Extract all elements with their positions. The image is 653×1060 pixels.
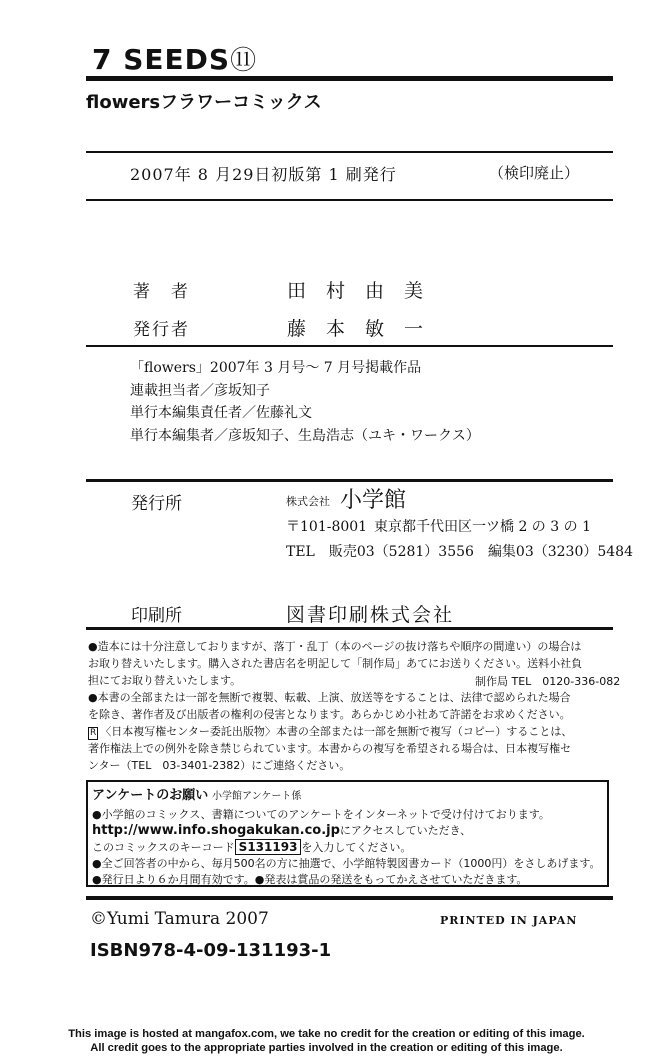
notice-line: を除き、著作者及び出版者の権利の侵害となります。あらかじめ小社あて許諾をお求めください。 [88,708,571,721]
divider-6 [86,896,613,900]
notice-line: ●造本には十分注意しておりますが、落丁・乱丁（本のページの抜け落ちや順序の間違い）の場合は [88,640,582,653]
survey-line: ●発行日より６か月間有効です。●発表は賞品の発送をもってかえさせていただきます。 [92,873,528,886]
survey-line: ●小学館のコミックス、書籍についてのアンケートをインターネットで受け付けております。 [92,808,550,821]
credit-line: 「flowers」2007年 3 月号～ 7 月号掲載作品 [130,360,422,376]
divider-3 [86,345,613,347]
notice-line [88,723,572,740]
publisher-role: 発行者 [133,320,190,340]
isbn: ISBN978-4-09-131193-1 [90,940,332,961]
notice-line: お取り替えいたします。購入された書店名を明記して「制作局」あてにお送りください。送料小社負 [88,657,583,670]
key-code: S131193 [235,839,302,855]
survey-line [92,839,411,855]
author-role: 著 者 [133,282,190,302]
divider-top [86,76,613,81]
book-title [92,40,257,77]
production-tel: 制作局 TEL 0120-336-082 [475,675,621,688]
key-code-prefix: このコミックスのキーコード [92,841,235,854]
divider-1 [86,151,613,153]
divider-2 [86,199,613,201]
notice-line: ンター（TEL 03-3401-2382）にご連絡ください。 [88,759,351,772]
divider-5 [86,627,613,630]
divider-4 [86,479,613,482]
survey-dept: 小学館アンケート係 [212,791,302,802]
survey-line: ●全ご回答者の中から、毎月500名の方に抽選で、小学館特製図書カード（1000円）をさしあげます。 [92,857,601,870]
credit-line: 単行本編集責任者／佐藤礼文 [130,405,312,421]
credit-line: 単行本編集者／彦坂知子、生島浩志（ユキ・ワークス） [130,428,480,444]
publication-date: 2007年 8 月29日初版第 1 刷発行 [130,165,397,184]
notice-line: 担にてお取り替えいたします。 [88,674,242,687]
survey-url-suffix: にアクセスしていただき、 [339,824,472,837]
printer-name: 図書印刷株式会社 [286,604,455,626]
seal-note: （検印廃止） [489,164,580,182]
survey-title: アンケートのお願い [92,788,209,803]
survey-url: http://www.info.shogakukan.co.jp [92,823,340,838]
printer-label: 印刷所 [131,606,182,626]
survey-line [92,822,471,838]
publisher-label: 発行所 [131,494,182,514]
notice-line: ●本書の全部または一部を無断で複製、転載、上演、放送等をすることは、法律で認められた場合 [88,691,571,704]
postal-code: 〒101-8001 [286,519,368,535]
telephone-numbers: TEL 販売03（5281）3556 編集03（3230）5484 [286,544,633,560]
address: 東京都千代田区一ツ橋 2 の 3 の 1 [374,519,591,535]
copyright: ©Yumi Tamura 2007 [90,909,269,929]
key-code-suffix: を入力してください。 [301,841,412,854]
notice-line: 著作権法上での例外を除き禁じられています。本書からの複写を希望される場合は、日本複写権セ [88,742,572,755]
author-name: 田村由美 [287,280,444,302]
credit-line: 連載担当者／彦坂知子 [130,383,270,399]
host-notice-line: All credit goes to the appropriate parties involved in the creation or editing of this image. [90,1042,563,1054]
series-label: flowersフラワーコミックス [86,92,322,113]
title-text: 7 SEEDS [92,43,231,76]
printed-in-japan: PRINTED IN JAPAN [440,914,578,927]
publisher-person-name: 藤本敏一 [287,318,444,340]
notice-text: 〈日本複写権センター委託出版物〉本書の全部または一部を無断で複写（コピー）することは、 [100,725,573,738]
publisher-name: 小学館 [340,488,407,513]
volume-number: ⑪ [230,46,258,76]
corp-prefix: 株式会社 [286,495,330,508]
host-notice-line: This image is hosted at mangafox.com, we take no credit for the creation or editing of this image. [68,1028,585,1040]
reproduction-rights-mark: R [90,728,97,738]
